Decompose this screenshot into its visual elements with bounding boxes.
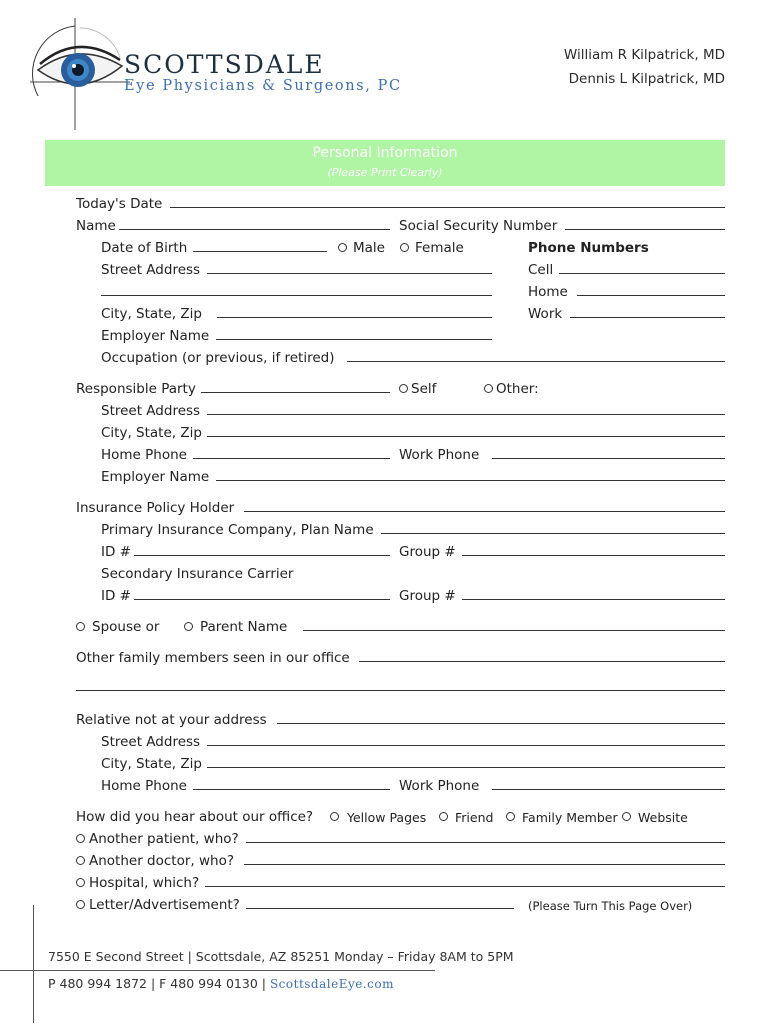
another-patient-label: Another patient, who?	[89, 831, 239, 847]
work-field[interactable]	[570, 317, 725, 318]
another-patient-radio[interactable]	[76, 834, 85, 843]
rp-city-label: City, State, Zip	[101, 425, 202, 441]
todays-date-field[interactable]	[170, 207, 725, 208]
primary-id-label: ID #	[101, 544, 131, 560]
rel-home-phone-label: Home Phone	[101, 778, 187, 794]
home-field[interactable]	[577, 295, 725, 296]
secondary-id-field[interactable]	[134, 599, 390, 600]
eye-logo-icon	[30, 18, 130, 133]
primary-id-field[interactable]	[134, 555, 390, 556]
city-field[interactable]	[217, 317, 492, 318]
male-label: Male	[353, 240, 385, 256]
yellow-pages-label: Yellow Pages	[347, 810, 427, 825]
footer-phone-numbers: P 480 994 1872 | F 480 994 0130 |	[48, 976, 266, 991]
rp-work-phone-label: Work Phone	[399, 447, 480, 463]
female-radio[interactable]	[400, 243, 409, 252]
another-doctor-label: Another doctor, who?	[89, 853, 235, 869]
self-label: Self	[411, 381, 437, 397]
yellow-pages-radio[interactable]	[330, 812, 339, 821]
footer-address: 7550 E Second Street | Scottsdale, AZ 85251 Monday – Friday 8AM to 5PM	[48, 949, 514, 964]
another-doctor-radio[interactable]	[76, 856, 85, 865]
relative-label: Relative not at your address	[76, 712, 267, 728]
rel-city-label: City, State, Zip	[101, 756, 202, 772]
spouse-radio[interactable]	[76, 622, 85, 631]
policy-holder-label: Insurance Policy Holder	[76, 500, 235, 516]
employer-label: Employer Name	[101, 328, 210, 344]
work-label: Work	[528, 306, 563, 322]
logo-subtitle: Eye Physicians & Surgeons, PC	[124, 78, 402, 94]
friend-label: Friend	[455, 810, 494, 825]
city-label: City, State, Zip	[101, 306, 202, 322]
other-label: Other:	[496, 381, 539, 397]
hospital-field[interactable]	[205, 886, 725, 887]
responsible-party-field[interactable]	[201, 392, 390, 393]
spouse-label: Spouse or	[92, 619, 160, 635]
dob-label: Date of Birth	[101, 240, 188, 256]
rel-street-label: Street Address	[101, 734, 201, 750]
hospital-label: Hospital, which?	[89, 875, 200, 891]
home-label: Home	[528, 284, 568, 300]
primary-group-field[interactable]	[462, 555, 725, 556]
rp-home-phone-label: Home Phone	[101, 447, 187, 463]
friend-radio[interactable]	[439, 812, 448, 821]
rel-street-field[interactable]	[207, 745, 725, 746]
footer-vertical-line	[33, 905, 34, 1023]
family-member-radio[interactable]	[506, 812, 515, 821]
ssn-label: Social Security Number	[399, 218, 558, 234]
hospital-radio[interactable]	[76, 878, 85, 887]
website-label: Website	[638, 810, 688, 825]
footer-website-link[interactable]: ScottsdaleEye.com	[269, 977, 394, 991]
referral-question: How did you hear about our office?	[76, 809, 314, 825]
rp-employer-field[interactable]	[216, 480, 725, 481]
other-radio[interactable]	[484, 384, 493, 393]
female-label: Female	[415, 240, 464, 256]
logo	[30, 18, 130, 133]
rel-city-field[interactable]	[207, 767, 725, 768]
section-banner	[45, 140, 725, 186]
cell-field[interactable]	[559, 273, 725, 274]
secondary-group-field[interactable]	[462, 599, 725, 600]
ssn-field[interactable]	[565, 229, 725, 230]
family-members-label: Other family members seen in our office	[76, 650, 350, 666]
letter-label: Letter/Advertisement?	[89, 897, 240, 913]
name-field[interactable]	[119, 229, 390, 230]
employer-field[interactable]	[216, 339, 492, 340]
website-radio[interactable]	[622, 812, 631, 821]
letter-field[interactable]	[246, 908, 514, 909]
rp-city-field[interactable]	[207, 436, 725, 437]
footer-divider	[0, 970, 435, 971]
street-label: Street Address	[101, 262, 201, 278]
parent-label: Parent Name	[200, 619, 288, 635]
family-members-field[interactable]	[359, 661, 725, 662]
rp-street-field[interactable]	[207, 414, 725, 415]
another-patient-field[interactable]	[246, 842, 725, 843]
letter-radio[interactable]	[76, 900, 85, 909]
banner-title: Personal Information	[312, 145, 458, 161]
secondary-insurance-label: Secondary Insurance Carrier	[101, 566, 294, 582]
banner-subtitle: (Please Print Clearly)	[327, 166, 443, 179]
rp-home-phone-field[interactable]	[193, 458, 390, 459]
street-field[interactable]	[207, 273, 492, 274]
relative-field[interactable]	[277, 723, 725, 724]
primary-insurance-label: Primary Insurance Company, Plan Name	[101, 522, 374, 538]
occupation-field[interactable]	[347, 361, 725, 362]
parent-radio[interactable]	[184, 622, 193, 631]
policy-holder-field[interactable]	[244, 511, 725, 512]
rp-street-label: Street Address	[101, 403, 201, 419]
occupation-label: Occupation (or previous, if retired)	[101, 350, 335, 366]
doctor-name-2: Dennis L Kilpatrick, MD	[568, 71, 725, 87]
rel-home-phone-field[interactable]	[193, 789, 390, 790]
street-field-2[interactable]	[101, 295, 492, 296]
rp-work-phone-field[interactable]	[492, 458, 725, 459]
cell-label: Cell	[528, 262, 554, 278]
rel-work-phone-field[interactable]	[492, 789, 725, 790]
dob-field[interactable]	[193, 251, 327, 252]
name-label: Name	[76, 218, 116, 234]
family-member-label: Family Member	[522, 810, 618, 825]
phone-numbers-heading: Phone Numbers	[528, 240, 649, 256]
todays-date-label: Today's Date	[76, 196, 163, 212]
responsible-party-label: Responsible Party	[76, 381, 196, 397]
secondary-id-label: ID #	[101, 588, 131, 604]
doctor-name-1: William R Kilpatrick, MD	[563, 47, 725, 63]
rp-employer-label: Employer Name	[101, 469, 210, 485]
spouse-parent-name-field[interactable]	[303, 630, 725, 631]
male-radio[interactable]	[338, 243, 347, 252]
turn-over-note: (Please Turn This Page Over)	[528, 899, 693, 913]
self-radio[interactable]	[399, 384, 408, 393]
primary-insurance-field[interactable]	[381, 533, 725, 534]
primary-group-label: Group #	[399, 544, 456, 560]
secondary-group-label: Group #	[399, 588, 456, 604]
rel-work-phone-label: Work Phone	[399, 778, 480, 794]
family-members-field-2[interactable]	[76, 690, 725, 691]
footer-phones	[48, 976, 394, 991]
logo-title: SCOTTSDALE	[124, 50, 325, 79]
another-doctor-field[interactable]	[244, 864, 725, 865]
